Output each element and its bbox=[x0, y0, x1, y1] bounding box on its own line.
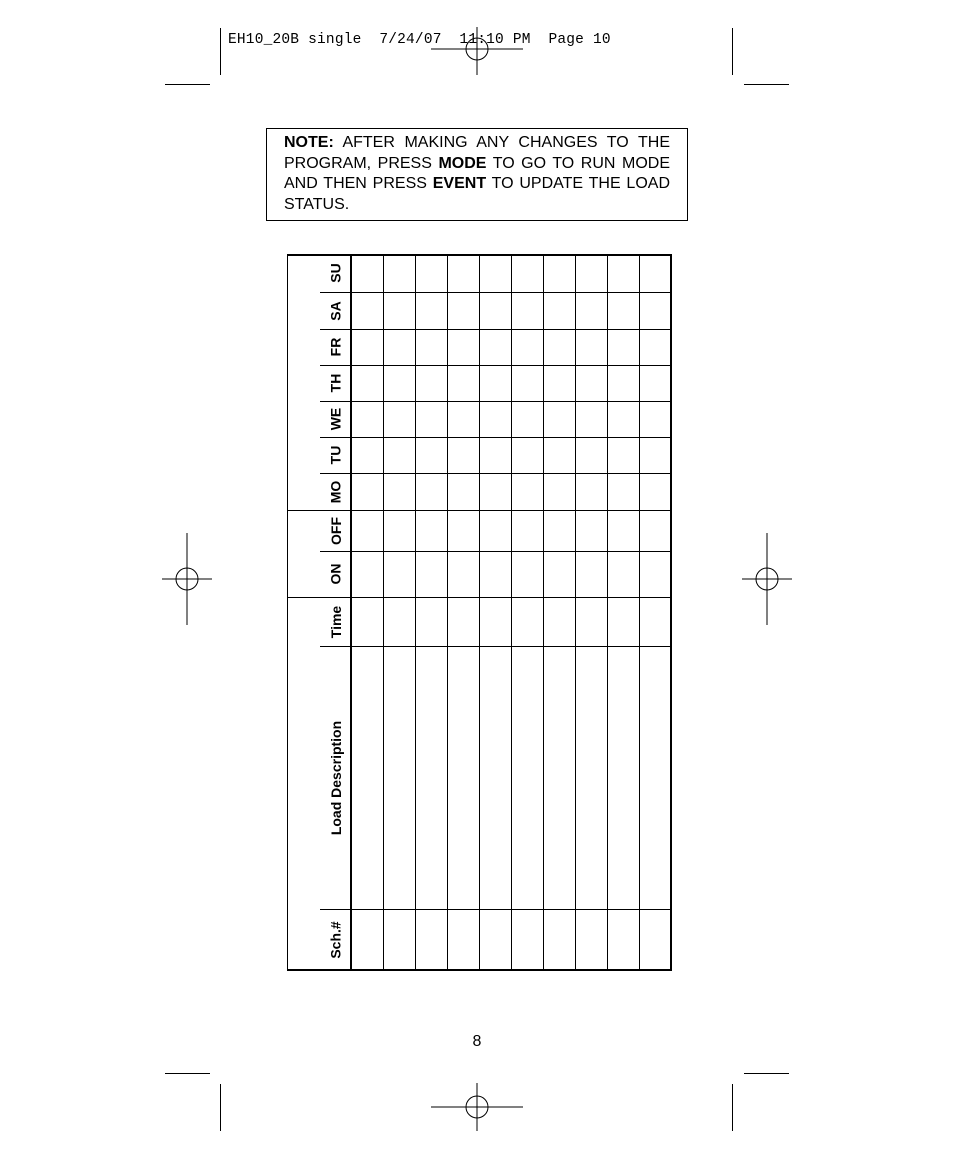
note-text-3: TO UPDATE THE LOAD STATUS. bbox=[284, 175, 670, 213]
column-header-tu: TU bbox=[327, 445, 344, 465]
registration-mark-bottom-icon bbox=[431, 1083, 523, 1131]
note-event-keyword: EVENT bbox=[432, 175, 487, 193]
column-header-th: TH bbox=[327, 373, 344, 393]
grid-vertical-line bbox=[383, 254, 384, 971]
column-header-sch: Sch.# bbox=[327, 921, 344, 959]
crop-mark-top-left-vertical bbox=[220, 28, 221, 75]
column-header-su: SU bbox=[327, 263, 344, 283]
note-mode-keyword: MODE bbox=[438, 154, 487, 172]
grid-vertical-line bbox=[639, 254, 640, 971]
registration-mark-left-icon bbox=[162, 533, 212, 625]
column-header-on: ON bbox=[327, 563, 344, 585]
column-header-off: OFF bbox=[327, 516, 344, 545]
grid-vertical-line bbox=[607, 254, 608, 971]
crop-mark-bottom-right-horizontal bbox=[744, 1073, 789, 1074]
grid-vertical-line bbox=[415, 254, 416, 971]
column-header-load-description: Load Description bbox=[327, 720, 344, 835]
grid-horizontal-line bbox=[320, 329, 672, 330]
crop-mark-top-right-vertical bbox=[732, 28, 733, 75]
note-box bbox=[266, 128, 688, 221]
column-header-mo: MO bbox=[327, 480, 344, 503]
column-header-time: Time bbox=[327, 605, 344, 638]
crop-mark-bottom-right-vertical bbox=[732, 1084, 733, 1131]
schedule-log-table bbox=[287, 254, 672, 971]
grid-vertical-line bbox=[543, 254, 544, 971]
crop-mark-top-left-horizontal bbox=[165, 84, 210, 85]
grid-horizontal-line bbox=[320, 437, 672, 438]
crop-mark-top-right-horizontal bbox=[744, 84, 789, 85]
grid-horizontal-line bbox=[320, 292, 672, 293]
grid-vertical-line bbox=[447, 254, 448, 971]
grid-horizontal-line bbox=[320, 551, 672, 552]
crop-mark-bottom-left-vertical bbox=[220, 1084, 221, 1131]
crop-mark-bottom-left-horizontal bbox=[165, 1073, 210, 1074]
print-slug-line: EH10_20B single 7/24/07 11:10 PM Page 10 bbox=[228, 32, 611, 48]
header-column-divider bbox=[350, 254, 352, 971]
table-border-right bbox=[670, 254, 672, 971]
grid-horizontal-line bbox=[320, 473, 672, 474]
note-text-1: AFTER MAKING ANY CHANGES TO THE PROGRAM, PRESS bbox=[284, 134, 670, 172]
column-header-fr: FR bbox=[327, 337, 344, 357]
registration-mark-right-icon bbox=[742, 533, 792, 625]
grid-horizontal-line bbox=[320, 365, 672, 366]
grid-vertical-line bbox=[479, 254, 480, 971]
table-border-left bbox=[287, 254, 288, 971]
grid-horizontal-line bbox=[320, 401, 672, 402]
note-label: NOTE: bbox=[284, 134, 334, 151]
grid-vertical-line bbox=[511, 254, 512, 971]
page-number: 8 bbox=[472, 1033, 482, 1050]
grid-horizontal-line bbox=[287, 510, 672, 511]
grid-horizontal-line bbox=[287, 597, 672, 598]
grid-vertical-line bbox=[575, 254, 576, 971]
column-header-we: WE bbox=[327, 407, 344, 431]
column-header-sa: SA bbox=[327, 300, 344, 321]
grid-horizontal-line bbox=[320, 646, 672, 647]
note-text-2: TO GO TO RUN MODE AND THEN PRESS bbox=[284, 154, 671, 193]
registration-mark-top-icon bbox=[431, 27, 523, 75]
grid-horizontal-line bbox=[320, 909, 672, 910]
